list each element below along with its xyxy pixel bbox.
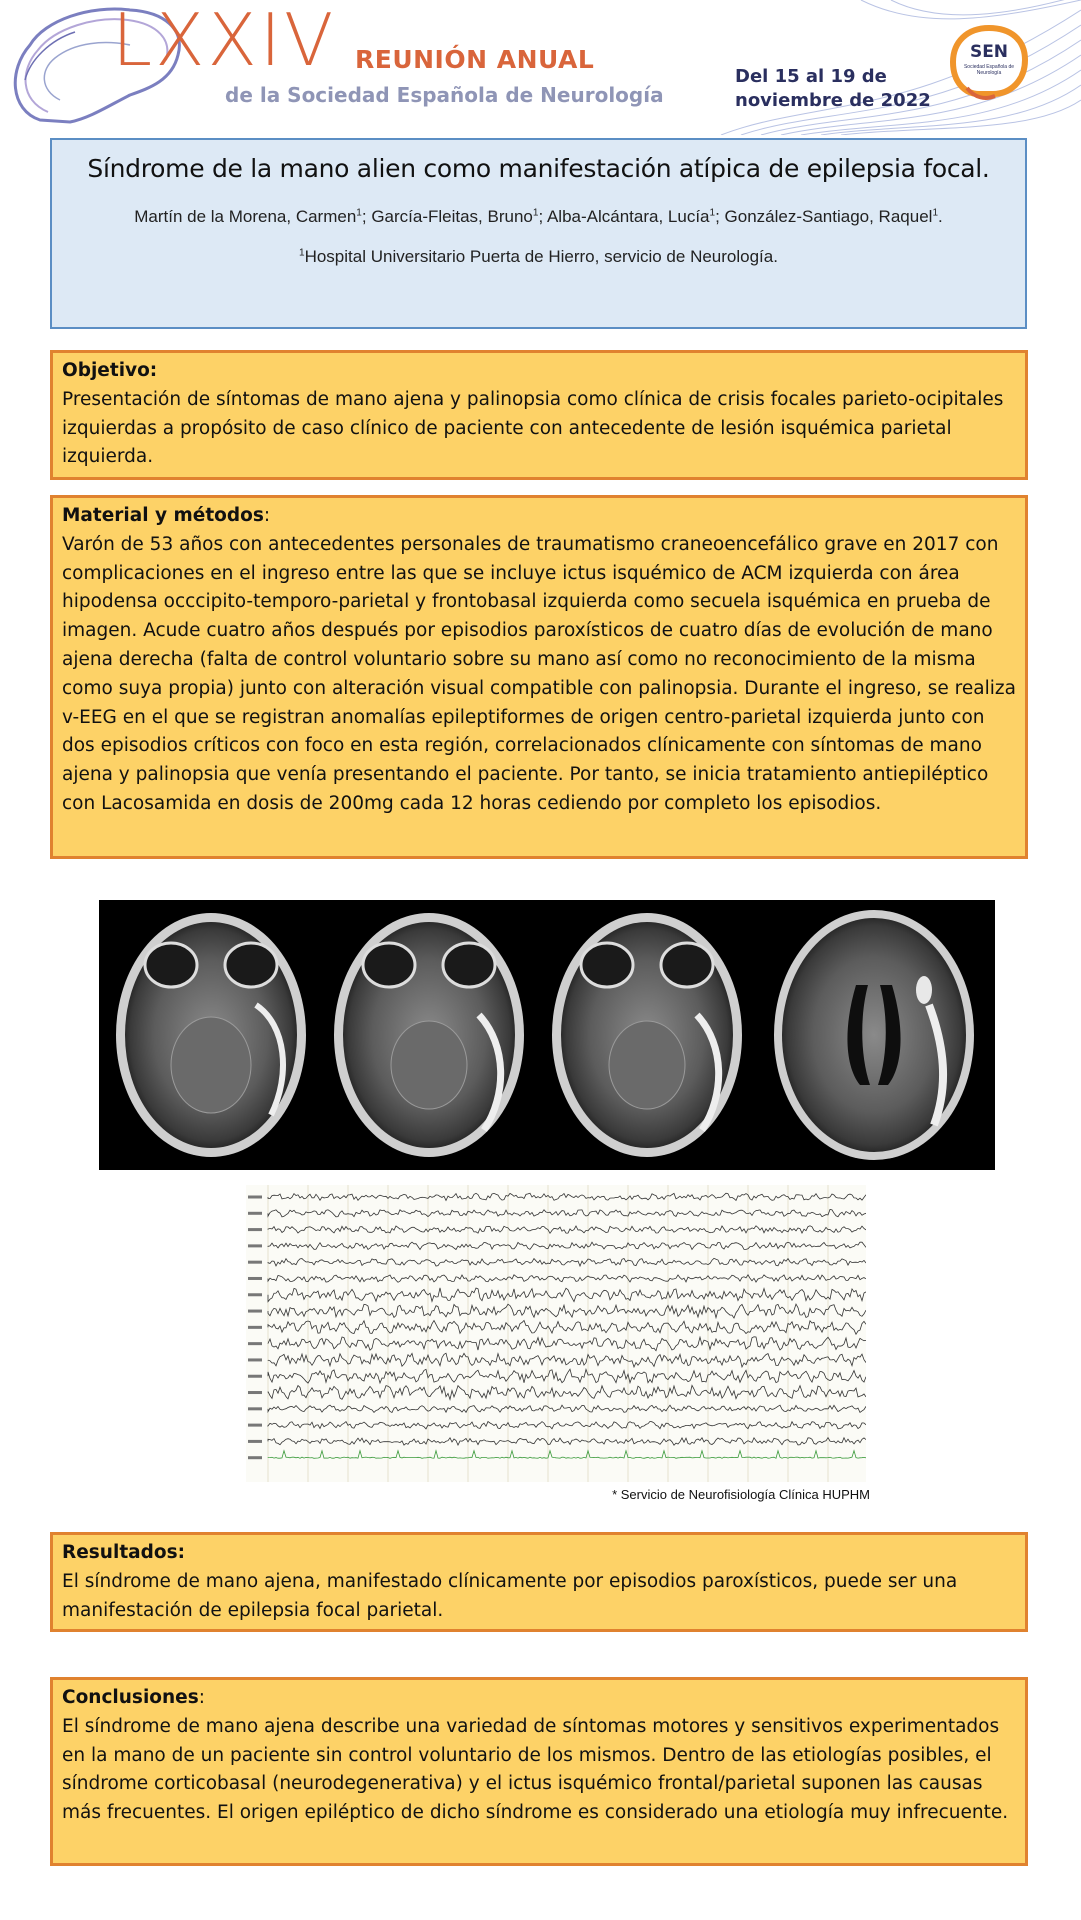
eeg-channel-trace bbox=[268, 1226, 866, 1234]
eeg-ecg-trace bbox=[268, 1451, 866, 1459]
eeg-channel-label bbox=[248, 1342, 262, 1345]
mri-slice-1 bbox=[116, 913, 306, 1157]
title-block bbox=[50, 138, 1027, 329]
author-affiliation-mark: 1 bbox=[932, 207, 938, 219]
author-affiliation-mark: 1 bbox=[709, 207, 716, 219]
section-body: El síndrome de mano ajena, manifestado clínicamente por episodios paroxísticos, puede ser una manifestación de epilepsia focal parietal. bbox=[62, 1570, 958, 1621]
eeg-channel-trace bbox=[268, 1321, 866, 1335]
eeg-channel-trace bbox=[268, 1385, 866, 1399]
author-list bbox=[52, 207, 1025, 227]
eeg-channel-label bbox=[248, 1293, 262, 1296]
mri-slice-2 bbox=[334, 913, 524, 1157]
congress-dates bbox=[735, 65, 945, 113]
section-heading: Material y métodos bbox=[62, 505, 264, 526]
mri-figure bbox=[99, 900, 995, 1170]
author-name: García-Fleitas, Bruno bbox=[371, 207, 533, 226]
section-objetivo bbox=[50, 350, 1028, 480]
affiliation bbox=[52, 247, 1025, 267]
eeg-channel-trace bbox=[268, 1369, 866, 1383]
mri-slice-4 bbox=[774, 910, 974, 1160]
eeg-channel-label bbox=[248, 1358, 262, 1361]
eeg-credit: * Servicio de Neurofisiología Clínica HUPHM bbox=[612, 1487, 870, 1502]
eeg-channel-trace bbox=[268, 1210, 866, 1217]
eeg-channel-label bbox=[248, 1456, 262, 1459]
eeg-channel-trace bbox=[268, 1353, 866, 1367]
section-body: El síndrome de mano ajena describe una variedad de síntomas motores y sensitivos experimentados en la mano de un paciente sin control voluntario de los mismos. Dentro de las etiologías posibles, el síndrome corticobasal (neurodegenerativa) y el ictus isquémico frontal/parietal suponen las causas más frecuentes. El origen epiléptico de dicho síndrome es considerado una etiología muy infrecuente. bbox=[62, 1715, 1009, 1824]
dates-line-2: noviembre de 2022 bbox=[735, 90, 931, 111]
section-heading: Conclusiones bbox=[62, 1687, 199, 1708]
author-separator: ; bbox=[715, 207, 725, 226]
eeg-channel-trace bbox=[268, 1337, 866, 1351]
eeg-figure bbox=[246, 1185, 866, 1482]
section-heading-line bbox=[62, 502, 1016, 531]
eeg-channel-label bbox=[248, 1261, 262, 1264]
eeg-channel-trace bbox=[268, 1193, 866, 1200]
eeg-channel-trace bbox=[268, 1405, 866, 1412]
author-name: Martín de la Morena, Carmen bbox=[134, 207, 357, 226]
sen-brain-icon bbox=[949, 22, 1029, 102]
author-separator: ; bbox=[538, 207, 547, 226]
eeg-channel-trace bbox=[268, 1258, 866, 1266]
sen-logo-text: SEN bbox=[969, 42, 1009, 62]
author-name: González-Santiago, Raquel bbox=[724, 207, 933, 226]
eeg-channel-label bbox=[248, 1244, 262, 1247]
section-material-metodos bbox=[50, 495, 1028, 859]
section-heading-line bbox=[62, 1684, 1016, 1713]
eeg-channel-trace bbox=[268, 1438, 866, 1446]
section-body: Varón de 53 años con antecedentes personales de traumatismo craneoencefálico grave en 2017 con complicaciones en el ingreso entre las que se incluye ictus isquémico de ACM izquierda con área hipodensa occcipito-temporo-parietal y frontobasal izquierda como secuela isquémica en prueba de imagen. Acude cuatro años después por episodios paroxísticos de cuatro días de evolución de mano ajena derecha (falta de control voluntario sobre su mano así como no reconocimiento de la misma como suya propia) junto con alteración visual compatible con palinopsia. Durante el ingreso, se realiza v-EEG en el que se registran anomalías epileptiformes de origen centro-parietal izquierda junto con dos episodios críticos con foco en esta región, correlacionados clínicamente con síntomas de mano ajena y palinopsia que venía presentando el paciente. Por tanto, se inicia tratamiento antiepiléptico con Lacosamida en dosis de 200mg cada 12 horas cediendo por completo los episodios. bbox=[62, 533, 1016, 814]
section-heading-suffix: : bbox=[198, 1687, 205, 1708]
poster-title: Síndrome de la mano alien como manifestación atípica de epilepsia focal. bbox=[87, 154, 990, 183]
eeg-channel-label bbox=[248, 1212, 262, 1215]
mri-slice-3 bbox=[552, 913, 742, 1157]
author-affiliation-mark: 1 bbox=[532, 207, 539, 219]
eeg-channel-trace bbox=[268, 1304, 866, 1318]
eeg-channel-trace bbox=[268, 1421, 866, 1429]
eeg-channel-label bbox=[248, 1424, 262, 1427]
author-affiliation-mark: 1 bbox=[356, 207, 362, 219]
author-separator: . bbox=[938, 207, 943, 226]
section-resultados bbox=[50, 1532, 1028, 1632]
section-body: Presentación de síntomas de mano ajena y palinopsia como clínica de crisis focales parieto-ocipitales izquierdas a propósito de caso clínico de paciente con antecedente de lesión isquémica parietal izquierda. bbox=[62, 388, 1004, 468]
eeg-channel-trace bbox=[268, 1288, 866, 1302]
sen-logo bbox=[949, 22, 1029, 102]
eeg-channel-label bbox=[248, 1310, 262, 1313]
author-name: Alba-Alcántara, Lucía bbox=[546, 207, 710, 226]
eeg-tracing-image bbox=[246, 1185, 866, 1482]
congress-title: REUNIÓN ANUAL bbox=[355, 45, 595, 74]
author-separator: ; bbox=[361, 207, 372, 226]
sen-logo-subtext: Sociedad Española de Neurología bbox=[963, 64, 1015, 76]
congress-society: de la Sociedad Española de Neurología bbox=[225, 83, 664, 107]
section-heading-suffix: : bbox=[263, 505, 271, 526]
eeg-channel-label bbox=[248, 1407, 262, 1410]
affiliation-text: Hospital Universitario Puerta de Hierro, servicio de Neurología. bbox=[304, 247, 778, 266]
eeg-channel-label bbox=[248, 1326, 262, 1329]
eeg-channel-trace bbox=[268, 1275, 866, 1283]
affiliation-mark: 1 bbox=[299, 247, 305, 259]
eeg-channel-label bbox=[248, 1391, 262, 1394]
section-heading: Resultados: bbox=[62, 1542, 186, 1563]
eeg-channel-label bbox=[248, 1440, 262, 1443]
section-heading: Objetivo: bbox=[62, 360, 158, 381]
congress-header bbox=[0, 0, 1081, 135]
eeg-channel-trace bbox=[268, 1242, 866, 1249]
eeg-channel-label bbox=[248, 1277, 262, 1280]
eeg-channel-label bbox=[248, 1228, 262, 1231]
congress-number: LXXIV bbox=[112, 0, 337, 82]
dates-line-1: Del 15 al 19 de bbox=[735, 66, 887, 87]
section-conclusiones bbox=[50, 1677, 1028, 1866]
mri-axial-slices-image bbox=[99, 900, 995, 1170]
eeg-channel-label bbox=[248, 1196, 262, 1199]
eeg-channel-label bbox=[248, 1375, 262, 1378]
